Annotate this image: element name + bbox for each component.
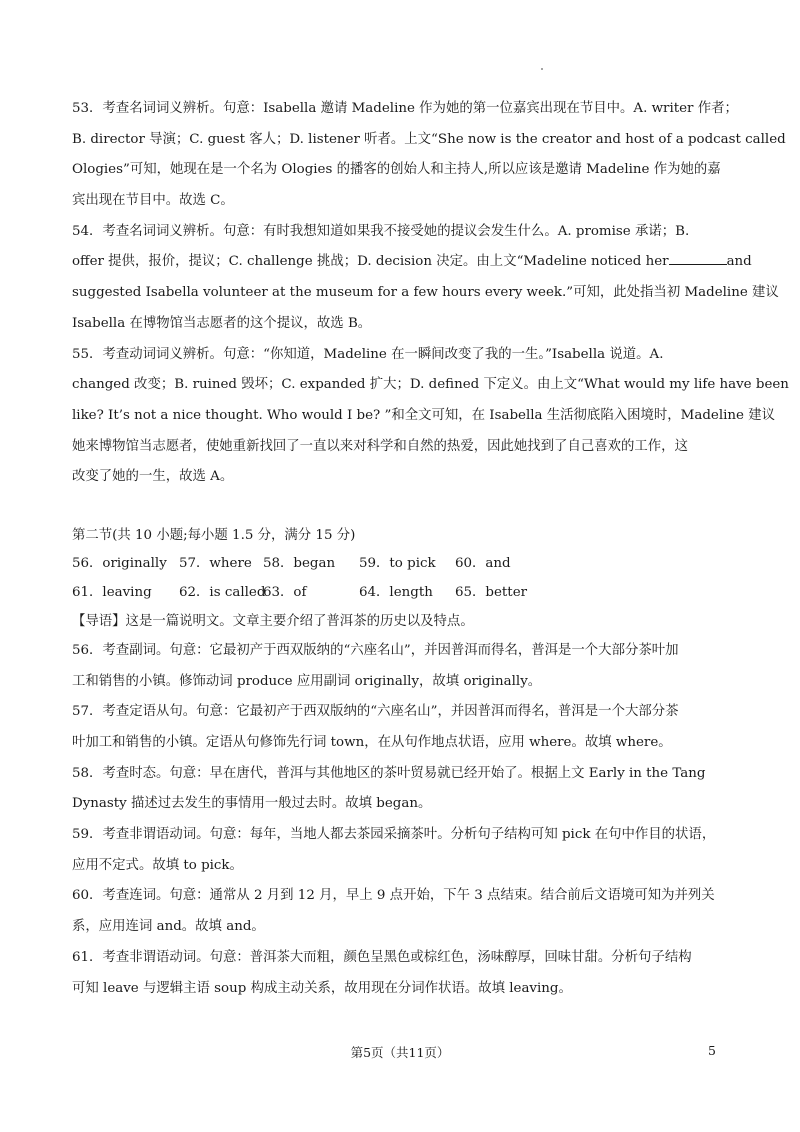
answer-65: 65．better [455, 584, 528, 600]
q54-line-2-tail: and [726, 254, 752, 270]
answer-60: 60．and [455, 555, 511, 571]
q54-line-2 [72, 247, 752, 278]
answer-56: 56．originally [72, 555, 167, 571]
page-number: 5 [708, 1043, 716, 1058]
q53-line-4: 宾出现在节目中。故选 C。 [72, 193, 234, 209]
q55-line-3: like? It’s not a nice thought. Who would I be? ”和全文可知，在 Isabella 生活彻底陷入困境时，Madeline 建议 [72, 407, 776, 423]
q60-line-1: 60．考查连词。句意：通常从 2 月到 12 月，早上 9 点开始，下午 3 点结束。结合前后文语境可知为并列关 [72, 888, 715, 904]
q55-line-2: changed 改变；B. ruined 毁坏；C. expanded 扩大；D. defined 下定义。由上文“What would my life have been [72, 377, 789, 393]
q55-line-5: 改变了她的一生，故选 A。 [72, 469, 234, 485]
q54-line-3: suggested Isabella volunteer at the museum for a few hours every week.”可知，此处指当初 Madeline 建议 [72, 285, 779, 301]
answer-64: 64．length [359, 584, 433, 600]
fill-blank [669, 250, 727, 265]
q54-line-4: Isabella 在博物馆当志愿者的这个提议，故选 B。 [72, 315, 372, 331]
q54-line-2-text: offer 提供，报价，提议；C. challenge 挑战；D. decision 决定。由上文“Madeline noticed her [72, 254, 669, 270]
q57-line-2: 叶加工和销售的小镇。定语从句修饰先行词 town，在从句作地点状语，应用 where。故填 where。 [72, 735, 672, 750]
section-title: 第二节(共 10 小题;每小题 1.5 分，满分 15 分) [72, 527, 356, 543]
q61-line-2: 可知 leave 与逻辑主语 soup 构成主动关系，故用现在分词作状语。故填 leaving。 [72, 980, 572, 996]
q58-line-2: Dynasty 描述过去发生的事情用一般过去时。故填 began。 [72, 796, 432, 812]
q53-line-2: B. director 导演；C. guest 客人；D. listener 听者。上文“She now is the creator and host of a podcast called [72, 131, 786, 147]
q61-line-1: 61．考查非谓语动词。句意：普洱茶大而粗，颜色呈黑色或棕红色，汤味醇厚，回味甘甜。分析句子结构 [72, 949, 692, 965]
answer-explanations [72, 94, 789, 1004]
q56-line-2: 工和销售的小镇。修饰动词 produce 应用副词 originally，故填 originally。 [72, 673, 542, 689]
answer-63: 63．of [263, 584, 307, 600]
answer-row-1 [72, 549, 738, 578]
q56-line-1: 56．考查副词。句意：它最初产于西双版纳的“六座名山”，并因普洱而得名，普洱是一个大部分茶叶加 [72, 642, 679, 658]
q55-line-4: 她来博物馆当志愿者，使她重新找回了一直以来对科学和自然的热爱，因此她找到了自己喜欢的工作，这 [72, 438, 688, 454]
answer-row-2 [72, 578, 738, 607]
q54-line-1: 54．考查名词词义辨析。句意：有时我想知道如果我不接受她的提议会发生什么。A. promise 承诺；B. [72, 223, 690, 239]
q53-line-3: Ologies”可知，她现在是一个名为 Ologies 的播客的创始人和主持人,所以应该是邀请 Madeline 作为她的嘉 [72, 162, 721, 178]
answer-59: 59．to pick [359, 555, 436, 571]
q59-line-2: 应用不定式。故填 to pick。 [72, 857, 243, 873]
q55-line-1: 55．考查动词词义辨析。句意：“你知道，Madeline 在一瞬间改变了我的一生。”Isabella 说道。A. [72, 346, 664, 362]
answer-58: 58．began [263, 555, 336, 571]
answer-57: 57．where [179, 555, 252, 571]
answer-61: 61．leaving [72, 584, 152, 600]
answer-62: 62．is called [179, 584, 266, 600]
q53-line-1: 53．考查名词词义辨析。句意：Isabella 邀请 Madeline 作为她的第一位嘉宾出现在节目中。A. writer 作者； [72, 101, 738, 116]
q58-line-1: 58．考查时态。句意：早在唐代，普洱与其他地区的茶叶贸易就已经开始了。根据上文 Early in the Tang [72, 765, 706, 781]
q57-line-1: 57．考查定语从句。句意：它最初产于西双版纳的“六座名山”，并因普洱而得名，普洱是一个大部分茶 [72, 704, 679, 720]
section-gap [72, 493, 738, 523]
q59-line-1: 59．考查非谓语动词。句意：每年，当地人都去茶园采摘茶叶。分析句子结构可知 pick 在句中作目的状语， [72, 827, 716, 843]
q60-line-2: 系，应用连词 and。故填 and。 [72, 919, 265, 935]
scan-mark [541, 68, 543, 70]
page-label: 第5页（共11页） [350, 1045, 450, 1060]
passage-intro: 【导语】这是一篇说明文。文章主要介绍了普洱茶的历史以及特点。 [72, 613, 474, 629]
